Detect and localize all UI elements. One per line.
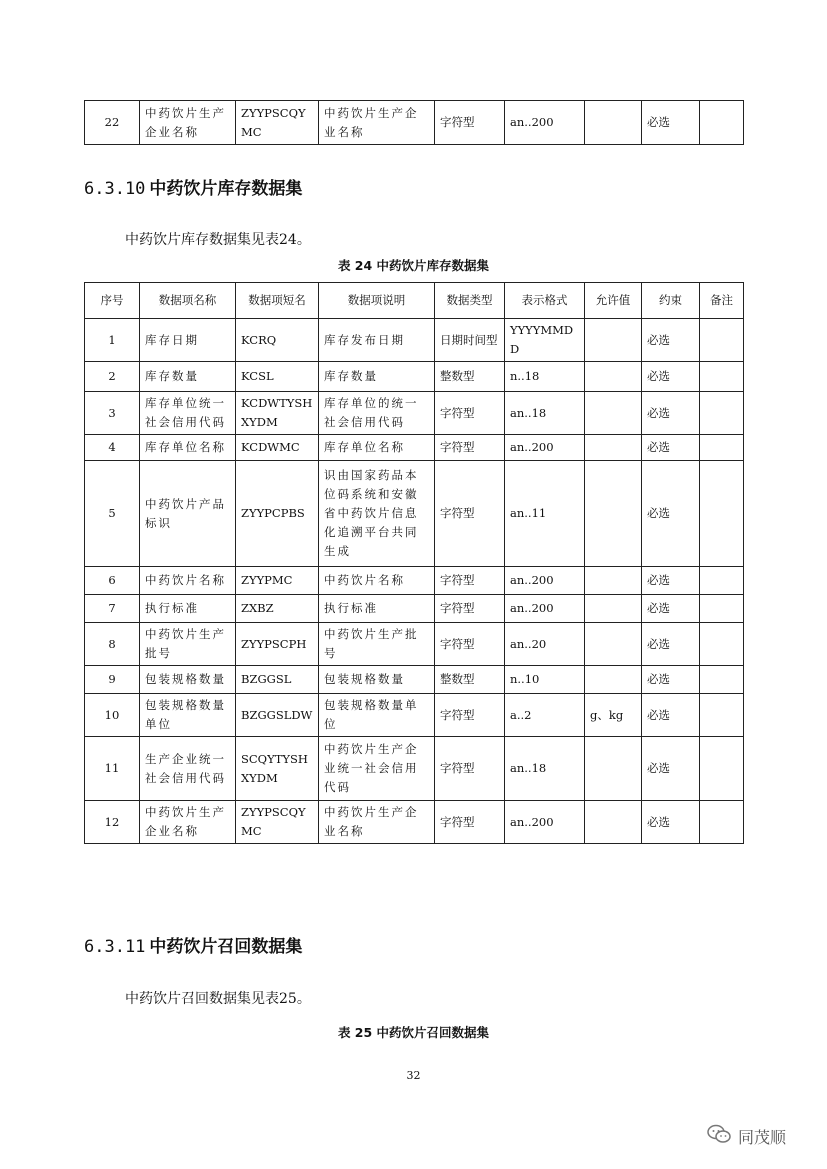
cell-type: 字符型: [435, 801, 505, 844]
table-row: [85, 595, 744, 623]
cell-constraint: 必选: [642, 101, 700, 145]
cell-short-name: KCSL: [236, 362, 319, 392]
section-intro: 中药饮片库存数据集见表24。: [125, 232, 311, 248]
cell-name: 中药饮片生产企业名称: [140, 801, 236, 844]
cell-short-name: KCDWMC: [236, 435, 319, 461]
cell-no: 9: [85, 666, 140, 694]
column-header: 约束: [642, 283, 700, 319]
cell-type: 字符型: [435, 461, 505, 567]
cell-constraint: 必选: [642, 666, 700, 694]
cell-name: 库存数量: [140, 362, 236, 392]
cell-name: 包装规格数量: [140, 666, 236, 694]
cell-constraint: 必选: [642, 392, 700, 435]
cell-name: 中药饮片产品标识: [140, 461, 236, 567]
cell-format: n..10: [505, 666, 585, 694]
cell-type: 字符型: [435, 392, 505, 435]
column-header: 数据类型: [435, 283, 505, 319]
table-row: [85, 392, 744, 435]
cell-no: 3: [85, 392, 140, 435]
cell-short-name: ZYYPSCQYMC: [236, 101, 319, 145]
cell-type: 字符型: [435, 694, 505, 737]
table-row: [85, 567, 744, 595]
column-header: 数据项名称: [140, 283, 236, 319]
cell-no: 11: [85, 737, 140, 801]
cell-short-name: ZYYPMC: [236, 567, 319, 595]
cell-allowed: [585, 567, 642, 595]
cell-no: 7: [85, 595, 140, 623]
cell-no: 1: [85, 319, 140, 362]
cell-allowed: [585, 319, 642, 362]
cell-name: 包装规格数量单位: [140, 694, 236, 737]
cell-no: 4: [85, 435, 140, 461]
cell-allowed: [585, 737, 642, 801]
cell-no: 22: [85, 101, 140, 145]
table-row: [85, 694, 744, 737]
cell-remark: [700, 595, 744, 623]
column-header: 允许值: [585, 283, 642, 319]
cell-constraint: 必选: [642, 694, 700, 737]
cell-allowed: [585, 595, 642, 623]
previous-table-body: [85, 101, 744, 145]
cell-format: an..200: [505, 101, 585, 145]
table-body: [85, 319, 744, 844]
cell-description: 识由国家药品本位码系统和安徽省中药饮片信息化追溯平台共同生成: [319, 461, 435, 567]
cell-allowed: [585, 666, 642, 694]
cell-type: 字符型: [435, 737, 505, 801]
column-header: 序号: [85, 283, 140, 319]
cell-name: 执行标准: [140, 595, 236, 623]
cell-remark: [700, 101, 744, 145]
table-row: [85, 362, 744, 392]
cell-allowed: g、kg: [585, 694, 642, 737]
cell-format: an..18: [505, 392, 585, 435]
cell-description: 中药饮片生产企业统一社会信用代码: [319, 737, 435, 801]
table-header-row: [85, 283, 744, 319]
cell-description: 包装规格数量: [319, 666, 435, 694]
cell-description: 中药饮片生产批号: [319, 623, 435, 666]
page-number: 32: [406, 1069, 421, 1082]
cell-allowed: [585, 362, 642, 392]
table-row: [85, 319, 744, 362]
cell-name: 中药饮片名称: [140, 567, 236, 595]
cell-allowed: [585, 392, 642, 435]
cell-remark: [700, 362, 744, 392]
cell-remark: [700, 435, 744, 461]
section-number: 6.3.11: [84, 937, 146, 957]
table-row: [85, 435, 744, 461]
cell-remark: [700, 319, 744, 362]
table-row: [85, 461, 744, 567]
cell-short-name: ZYYPSCQYMC: [236, 801, 319, 844]
cell-format: an..200: [505, 801, 585, 844]
section-heading-6-3-10: [84, 174, 302, 199]
watermark: [706, 1124, 786, 1148]
wechat-icon: [706, 1124, 732, 1148]
cell-short-name: BZGGSL: [236, 666, 319, 694]
cell-constraint: 必选: [642, 435, 700, 461]
table-24: [84, 282, 744, 844]
table-row: [85, 623, 744, 666]
table-caption: 表 25 中药饮片召回数据集: [337, 1025, 490, 1040]
cell-remark: [700, 801, 744, 844]
table-row: [85, 101, 744, 145]
cell-short-name: KCDWTYSHXYDM: [236, 392, 319, 435]
cell-no: 12: [85, 801, 140, 844]
cell-name: 中药饮片生产批号: [140, 623, 236, 666]
cell-description: 库存单位名称: [319, 435, 435, 461]
cell-constraint: 必选: [642, 461, 700, 567]
cell-description: 中药饮片生产企业名称: [319, 101, 435, 145]
cell-remark: [700, 666, 744, 694]
cell-constraint: 必选: [642, 567, 700, 595]
cell-type: 字符型: [435, 595, 505, 623]
cell-remark: [700, 461, 744, 567]
cell-allowed: [585, 461, 642, 567]
cell-constraint: 必选: [642, 362, 700, 392]
cell-format: a..2: [505, 694, 585, 737]
table-row: [85, 737, 744, 801]
cell-constraint: 必选: [642, 737, 700, 801]
cell-format: an..200: [505, 567, 585, 595]
cell-allowed: [585, 623, 642, 666]
cell-format: an..18: [505, 737, 585, 801]
section-heading-6-3-11: [84, 932, 302, 957]
cell-description: 执行标准: [319, 595, 435, 623]
cell-type: 整数型: [435, 362, 505, 392]
cell-format: an..11: [505, 461, 585, 567]
cell-short-name: ZYYPSCPH: [236, 623, 319, 666]
cell-no: 8: [85, 623, 140, 666]
cell-name: 生产企业统一社会信用代码: [140, 737, 236, 801]
cell-type: 日期时间型: [435, 319, 505, 362]
cell-description: 中药饮片生产企业名称: [319, 801, 435, 844]
column-header: 备注: [700, 283, 744, 319]
cell-no: 5: [85, 461, 140, 567]
cell-format: YYYYMMDD: [505, 319, 585, 362]
cell-short-name: ZYYPCPBS: [236, 461, 319, 567]
section-intro: 中药饮片召回数据集见表25。: [125, 991, 311, 1007]
cell-type: 字符型: [435, 623, 505, 666]
column-header: 数据项短名: [236, 283, 319, 319]
cell-name: 中药饮片生产企业名称: [140, 101, 236, 145]
cell-type: 字符型: [435, 567, 505, 595]
cell-short-name: BZGGSLDW: [236, 694, 319, 737]
cell-format: an..200: [505, 435, 585, 461]
cell-allowed: [585, 435, 642, 461]
cell-format: an..200: [505, 595, 585, 623]
cell-type: 字符型: [435, 435, 505, 461]
section-number: 6.3.10: [84, 179, 146, 199]
cell-name: 库存单位统一社会信用代码: [140, 392, 236, 435]
cell-short-name: SCQYTYSHXYDM: [236, 737, 319, 801]
cell-format: an..20: [505, 623, 585, 666]
table-row: [85, 666, 744, 694]
cell-description: 库存发布日期: [319, 319, 435, 362]
cell-constraint: 必选: [642, 595, 700, 623]
cell-description: 库存数量: [319, 362, 435, 392]
cell-description: 库存单位的统一社会信用代码: [319, 392, 435, 435]
cell-constraint: 必选: [642, 801, 700, 844]
cell-name: 库存日期: [140, 319, 236, 362]
cell-remark: [700, 694, 744, 737]
column-header: 表示格式: [505, 283, 585, 319]
previous-table-fragment: [84, 100, 744, 145]
cell-remark: [700, 737, 744, 801]
section-title: 中药饮片召回数据集: [149, 937, 303, 957]
table-caption: 表 24 中药饮片库存数据集: [337, 258, 490, 273]
table-row: [85, 801, 744, 844]
section-title: 中药饮片库存数据集: [149, 179, 303, 199]
cell-format: n..18: [505, 362, 585, 392]
cell-no: 2: [85, 362, 140, 392]
cell-constraint: 必选: [642, 319, 700, 362]
cell-description: 包装规格数量单位: [319, 694, 435, 737]
column-header: 数据项说明: [319, 283, 435, 319]
cell-remark: [700, 392, 744, 435]
cell-allowed: [585, 101, 642, 145]
cell-remark: [700, 623, 744, 666]
cell-type: 整数型: [435, 666, 505, 694]
cell-no: 10: [85, 694, 140, 737]
cell-short-name: KCRQ: [236, 319, 319, 362]
cell-type: 字符型: [435, 101, 505, 145]
cell-description: 中药饮片名称: [319, 567, 435, 595]
watermark-text: 同茂顺: [738, 1127, 787, 1147]
cell-constraint: 必选: [642, 623, 700, 666]
cell-short-name: ZXBZ: [236, 595, 319, 623]
cell-remark: [700, 567, 744, 595]
cell-no: 6: [85, 567, 140, 595]
cell-name: 库存单位名称: [140, 435, 236, 461]
cell-allowed: [585, 801, 642, 844]
